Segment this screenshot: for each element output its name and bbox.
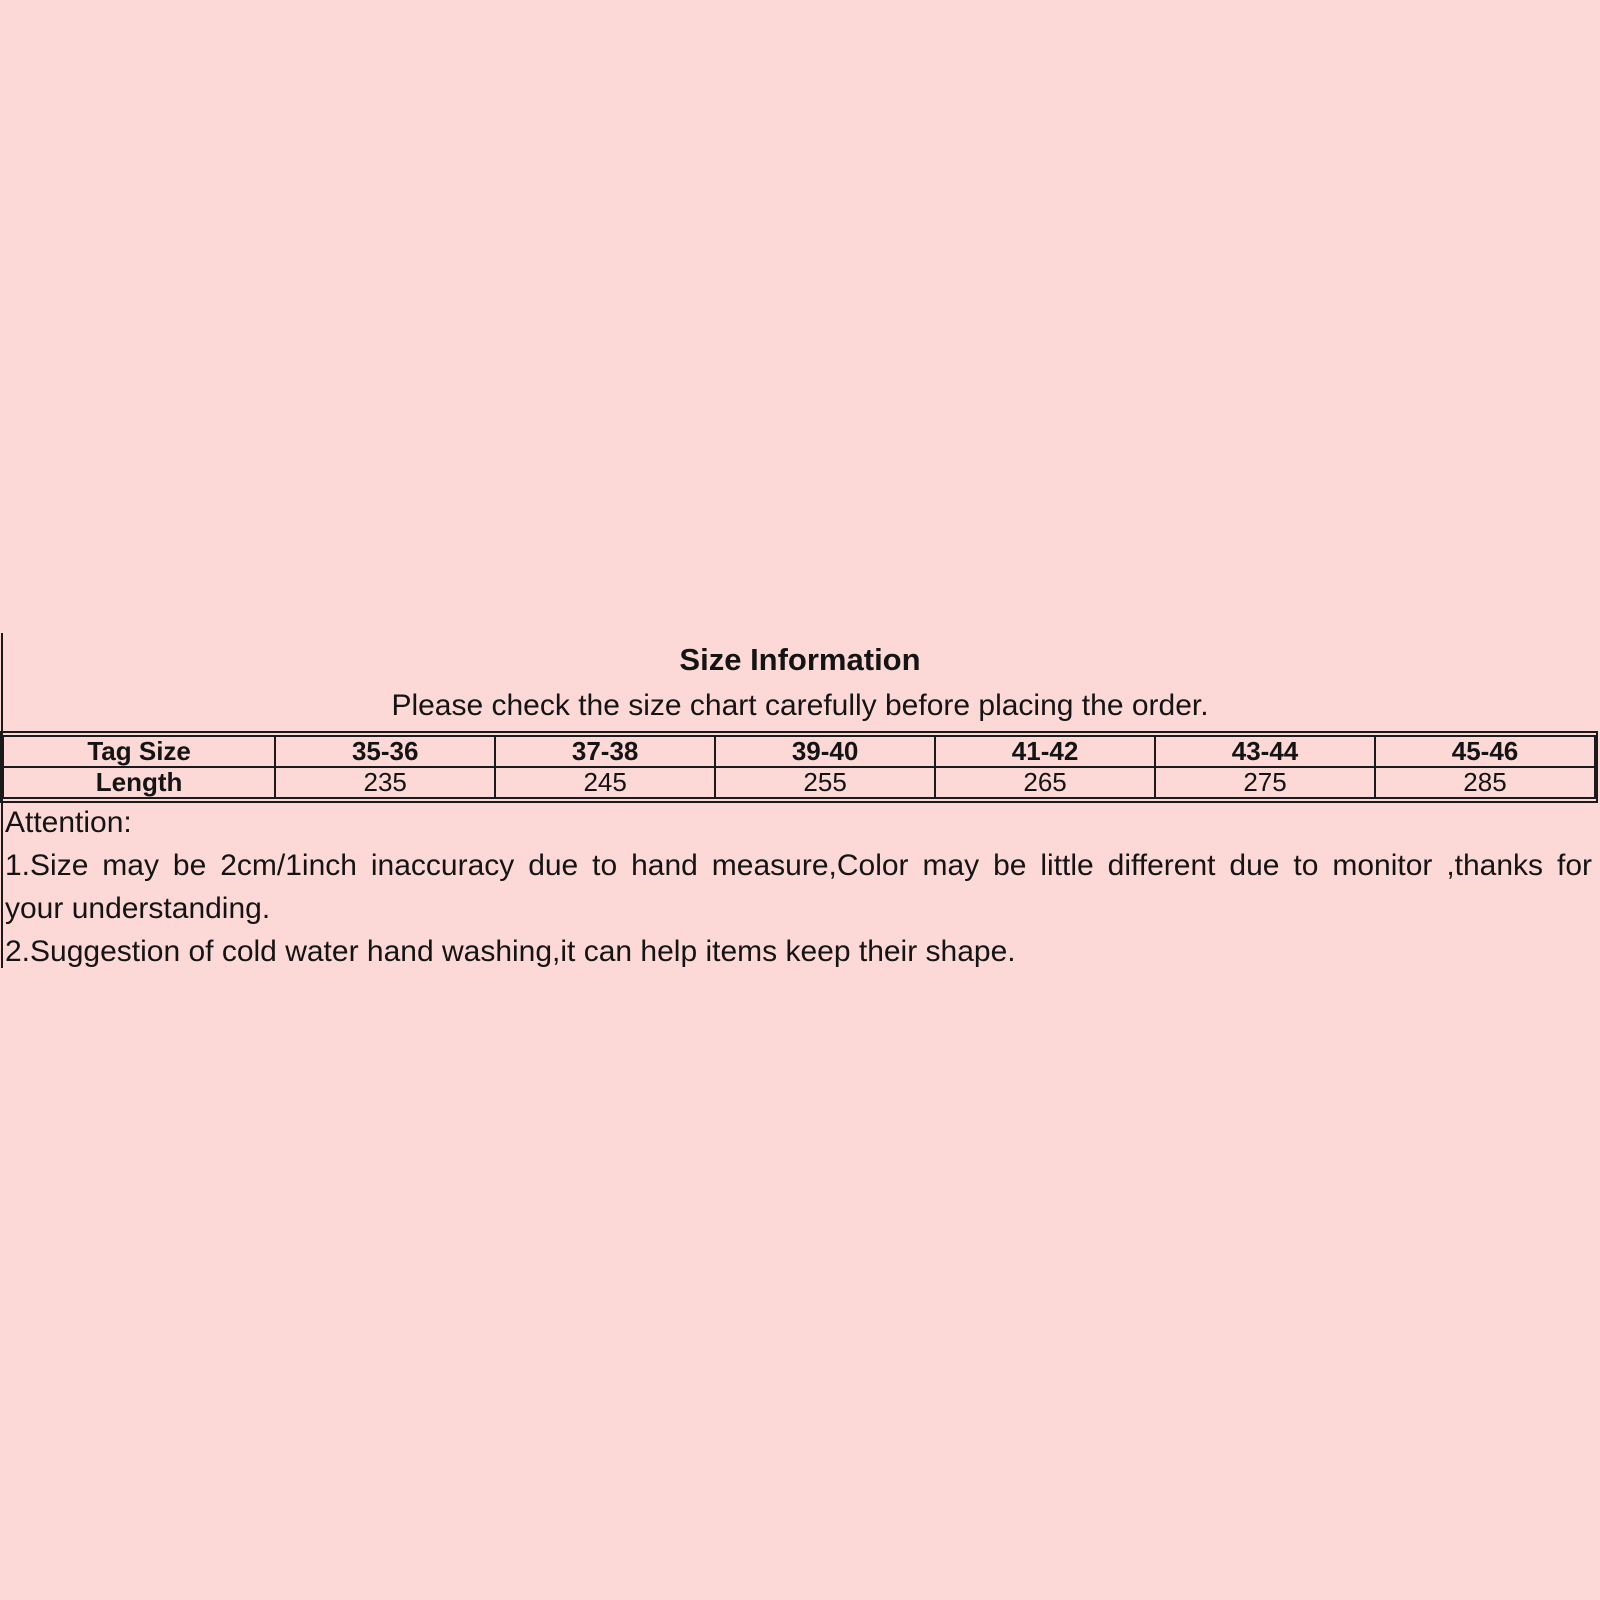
attention-block	[5, 801, 1592, 973]
size-table	[2, 735, 1596, 799]
page-title: Size Information	[679, 642, 921, 677]
size-table-value-cell: 285	[1375, 767, 1595, 798]
size-table-value-cell: 235	[275, 767, 495, 798]
attention-line: your understanding.	[5, 892, 271, 925]
size-table-value-cell: 245	[495, 767, 715, 798]
size-table-value-cell: 275	[1155, 767, 1375, 798]
attention-line: 2.Suggestion of cold water hand washing,it can help items keep their shape.	[5, 935, 1016, 968]
size-table-header-cell: Tag Size	[3, 736, 275, 767]
size-table-value-cell: 265	[935, 767, 1155, 798]
size-table-row-label: Length	[3, 767, 275, 798]
size-table-header-cell: 41-42	[935, 736, 1155, 767]
size-table-value-cell: 255	[715, 767, 935, 798]
attention-heading: Attention:	[5, 806, 132, 839]
size-table-row	[3, 767, 1595, 798]
size-table-body	[3, 767, 1595, 798]
size-table-header-row	[3, 736, 1595, 767]
size-table-header-cell: 45-46	[1375, 736, 1595, 767]
size-table-header-cell: 35-36	[275, 736, 495, 767]
page-subtitle: Please check the size chart carefully before placing the order.	[391, 689, 1209, 722]
size-table-header-cell: 39-40	[715, 736, 935, 767]
attention-line: 1.Size may be 2cm/1inch inaccuracy due to hand measure,Color may be little different due to monitor ,thanks for	[5, 849, 1592, 882]
size-table-wrapper	[0, 731, 1598, 803]
size-table-header-cell: 37-38	[495, 736, 715, 767]
size-table-header-cell: 43-44	[1155, 736, 1375, 767]
